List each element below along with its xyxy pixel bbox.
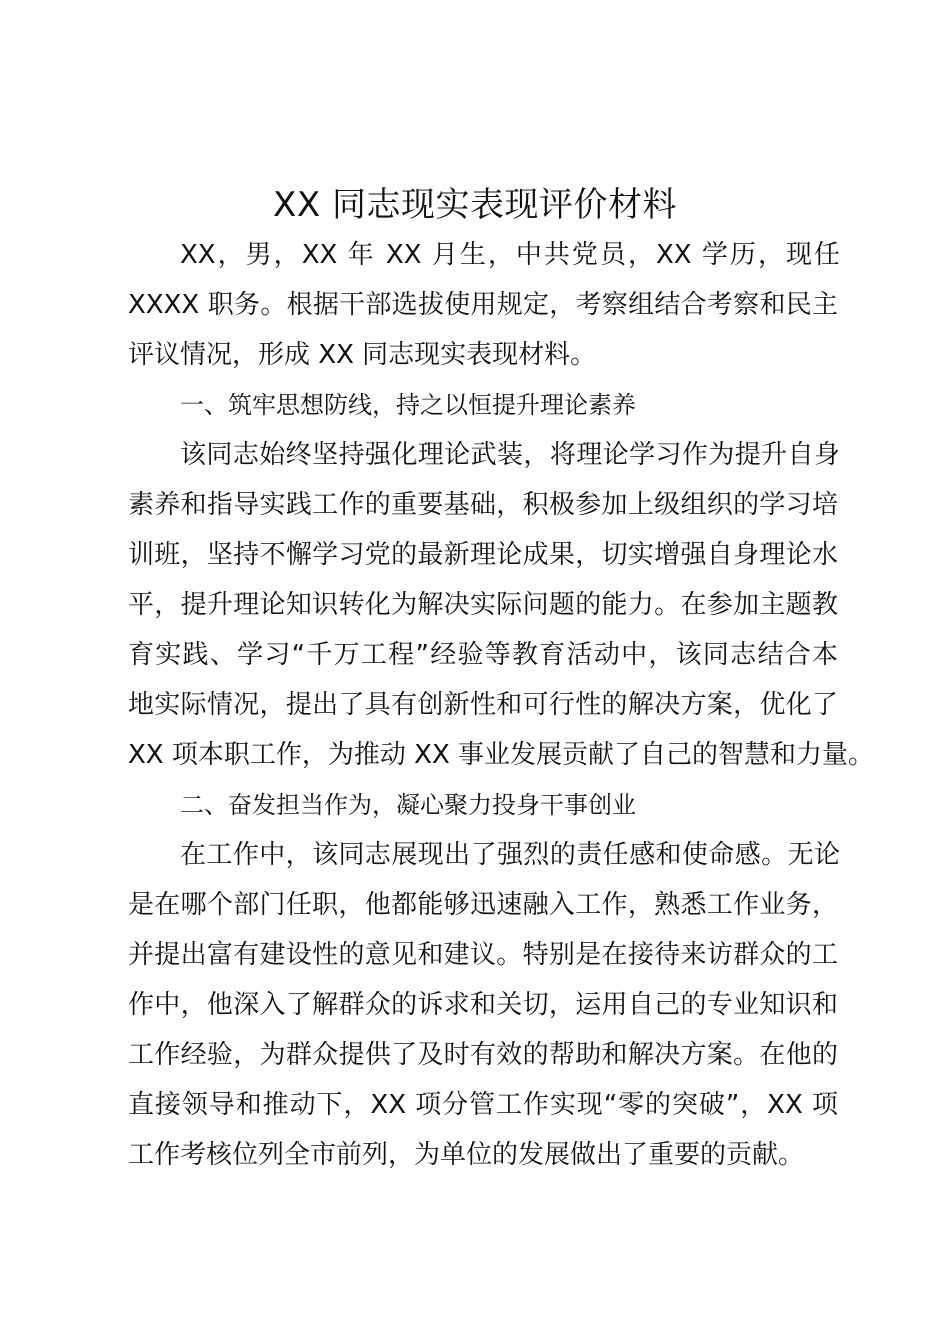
section-1-line-3: 训班，坚持不懈学习党的最新理论成果，切实增强自身理论水: [128, 540, 838, 570]
section-1-line-1: 该同志始终坚持强化理论武装，将理论学习作为提升自身: [180, 440, 840, 470]
intro-line-2: XXXX 职务。根据干部选拔使用规定，考察组结合考察和民主: [128, 290, 838, 320]
section-1-line-4: 平，提升理论知识转化为解决实际问题的能力。在参加主题教: [128, 590, 838, 620]
section-2-heading: 二、奋发担当作为，凝心聚力投身干事创业: [180, 791, 636, 819]
document-title: XX 同志现实表现评价材料: [273, 185, 677, 225]
section-2-line-6: 直接领导和推动下，XX 项分管工作实现“零的突破”，XX 项: [128, 1090, 838, 1120]
section-2-line-7: 工作考核位列全市前列，为单位的发展做出了重要的贡献。: [128, 1140, 805, 1170]
section-2-line-5: 工作经验，为群众提供了及时有效的帮助和解决方案。在他的: [128, 1040, 838, 1070]
section-2-line-2: 是在哪个部门任职，他都能够迅速融入工作，熟悉工作业务，: [128, 890, 838, 920]
section-1-line-6: 地实际情况，提出了具有创新性和可行性的解决方案，优化了: [128, 690, 838, 720]
intro-line-3: 评议情况，形成 XX 同志现实表现材料。: [128, 340, 597, 370]
section-1-line-7: XX 项本职工作，为推动 XX 事业发展贡献了自己的智慧和力量。: [128, 740, 875, 770]
intro-line-1: XX，男，XX 年 XX 月生，中共党员，XX 学历，现任: [180, 240, 840, 270]
section-2-line-1: 在工作中，该同志展现出了强烈的责任感和使命感。无论: [180, 840, 840, 870]
section-1-line-5: 育实践、学习“千万工程”经验等教育活动中，该同志结合本: [128, 640, 838, 670]
section-1-line-2: 素养和指导实践工作的重要基础，积极参加上级组织的学习培: [128, 490, 838, 520]
section-1-heading: 一、筑牢思想防线，持之以恒提升理论素养: [180, 391, 636, 419]
section-2-line-4: 作中，他深入了解群众的诉求和关切，运用自己的专业知识和: [128, 990, 838, 1020]
section-2-line-3: 并提出富有建设性的意见和建议。特别是在接待来访群众的工: [128, 940, 838, 970]
